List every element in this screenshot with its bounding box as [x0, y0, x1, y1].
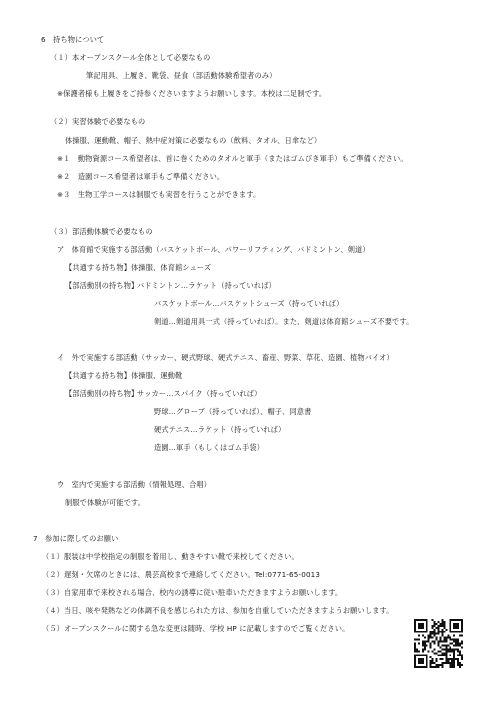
sub-a-individual-1: バドミントン…ラケット（持っていれば）: [137, 281, 276, 290]
item-2-title: （２）実習体験で必要なもの: [50, 117, 146, 126]
sub-u-title: ウ 室内で実施する部活動（情報処理、合唱）: [57, 480, 212, 489]
sub-i-individual-2: 野球…グローブ（持っていれば）、帽子、同意書: [154, 407, 312, 416]
item-2-note-2: ※２ 造園コース希望者は軍手もご準備ください。: [57, 172, 225, 181]
sub-a-common: 【共通する持ち物】体操服、体育館シューズ: [65, 263, 212, 272]
item-2-note-1: ※１ 動物資源コース希望者は、首に巻くためのタオルと軍手（またはゴムびき軍手）もご準備ください。: [57, 154, 408, 163]
sub-i-title: イ 外で実施する部活動（サッカー、硬式野球、硬式テニス、畜産、野菜、草花、造園、植物バイオ）: [57, 353, 394, 362]
sub-u-line: 制服で体験が可能です。: [65, 498, 146, 507]
sub-i-individual-4: 造園…軍手（もしくはゴム手袋）: [154, 443, 265, 452]
sub-i-common: 【共通する持ち物】体操服、運動靴: [65, 371, 183, 380]
sub-a-individual-2: バスケットボール…バスケットシューズ（持っていれば）: [154, 299, 344, 308]
item-3-title: （３）部活動体験で必要なもの: [50, 227, 153, 236]
request-1: （１）服装は中学校指定の制服を着用し、動きやすい靴で来校してください。: [42, 552, 299, 561]
item-1-title: （１）本オープンスクール全体として必要なもの: [50, 53, 211, 62]
qr-code-icon[interactable]: [414, 619, 463, 668]
sub-i-individual-3: 硬式テニス…ラケット（持っていれば）: [154, 425, 286, 434]
item-2-note-3: ※３ 生物工学コースは制服でも実習を行うことができます。: [57, 190, 261, 199]
sub-a-individual-label: 【部活動別の持ち物】: [65, 281, 139, 290]
sub-i-individual-1: サッカー…スパイク（持っていれば）: [137, 389, 262, 398]
request-4: （４）当日、咳や発熱などの体調不良を感じられた方は、参加を自重していただきますようお願いします。: [42, 606, 394, 615]
sub-i-individual-label: 【部活動別の持ち物】: [65, 389, 139, 398]
request-5: （５）オープンスクールに関する急な変更は随時、学校 HP に記載しますのでご覧ください。: [42, 624, 350, 633]
section-6-heading: 6 持ち物について: [41, 35, 105, 44]
sub-a-title: ア 体育館で実施する部活動（バスケットボール、パワーリフティング、バドミントン、剣道）: [57, 245, 370, 254]
item-1-line-1: 筆記用具、上履き、靴袋、昼食（部活動体験希望者のみ）: [86, 71, 277, 80]
item-1-line-2: ※保護者様も上履きをご持参くださいますようお願いします。本校は二足制です。: [57, 89, 327, 98]
request-2: （２）遅刻・欠席のときには、農芸高校まで連絡してください。Tel:0771-65-0013: [42, 570, 321, 579]
item-2-line-1: 体操服、運動靴、帽子、熱中症対策に必要なもの（飲料、タオル、日傘など）: [65, 136, 322, 145]
sub-a-individual-3: 剣道…剣道用具一式（持っていれば）。また、剣道は体育館シューズ不要です。: [154, 317, 414, 326]
request-3: （３）自家用車で来校される場合、校内の誘導に従い駐車いただきますようお願いします。: [42, 588, 343, 597]
section-7-heading: 7 参加に際してのお願い: [33, 534, 119, 543]
